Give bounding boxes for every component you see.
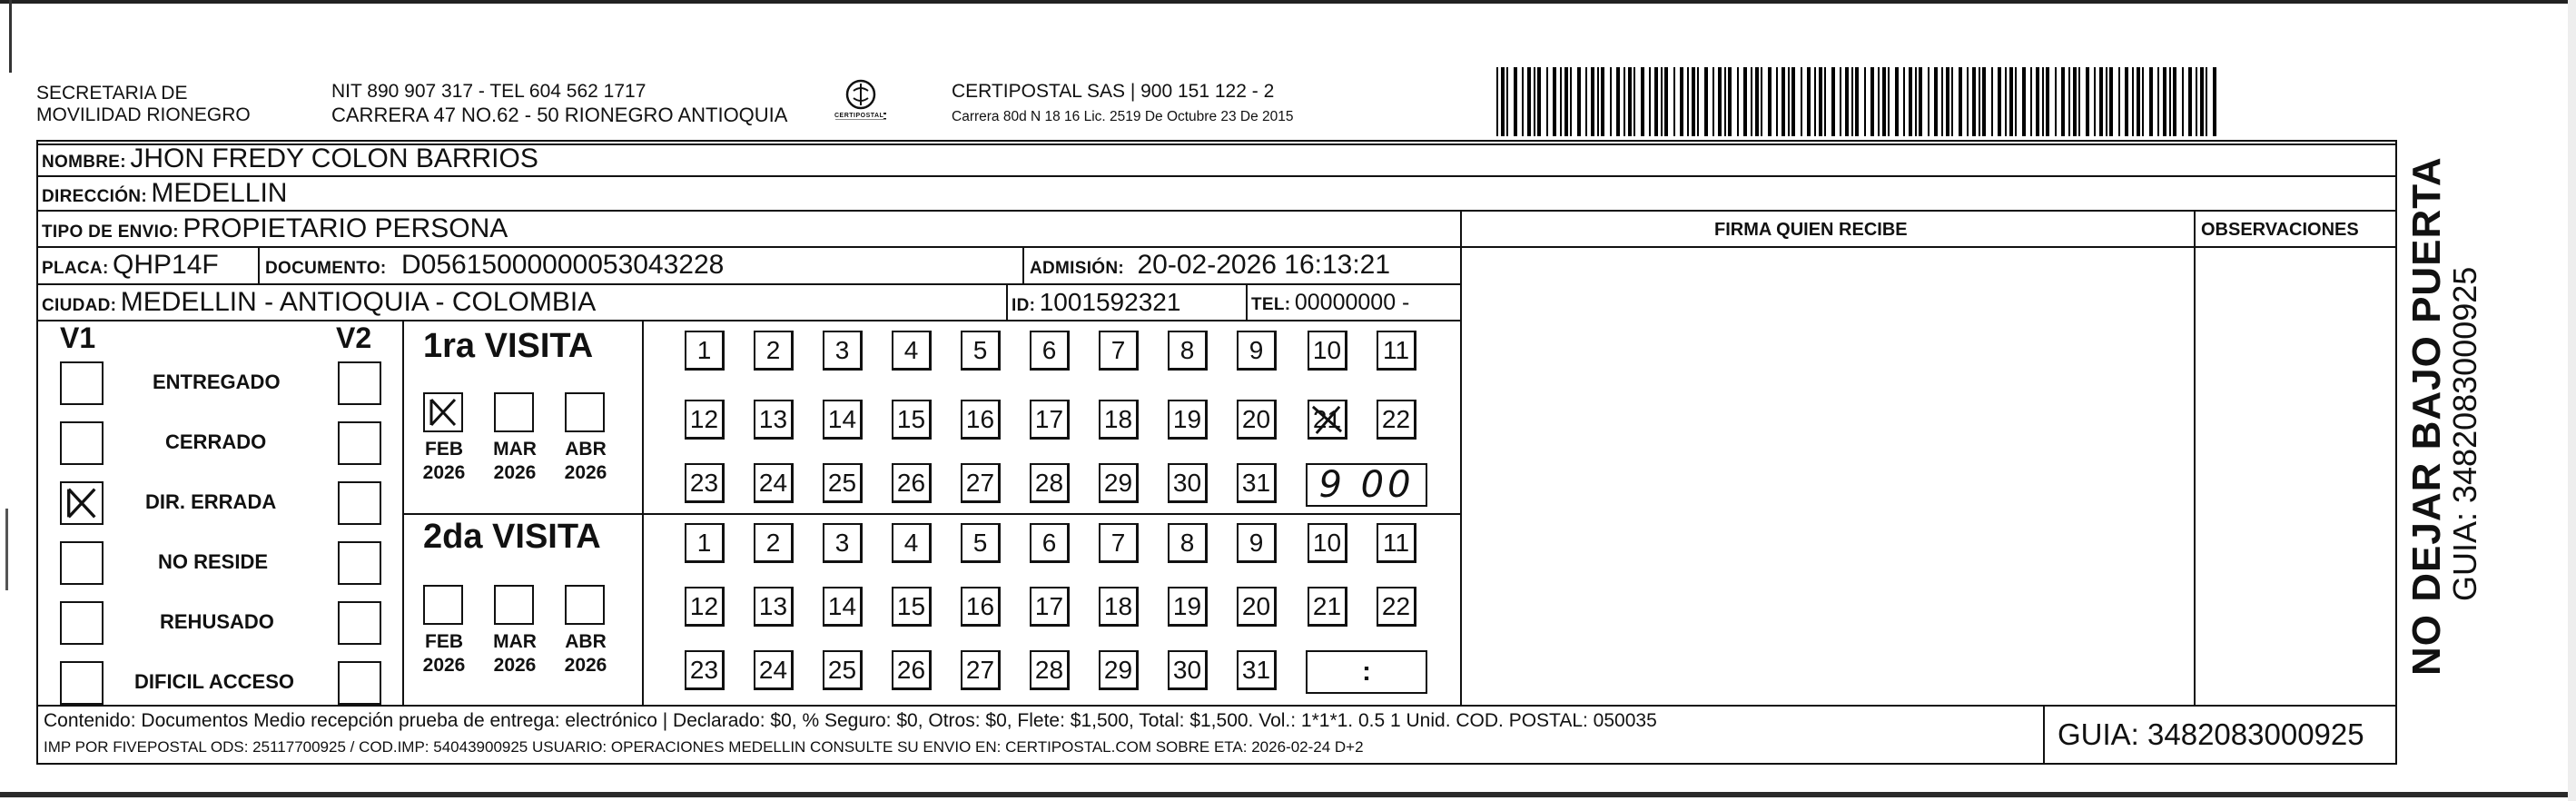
barcode-bar <box>2068 67 2070 136</box>
placa-value: QHP14F <box>113 250 219 280</box>
barcode-bar <box>1610 67 1612 136</box>
barcode-bar <box>2036 67 2039 136</box>
footer-line2: IMP POR FIVEPOSTAL ODS: 25117700925 / COD.IMP: 54043900925 USUARIO: OPERACIONES MEDELLIN CONSULTE SU ENVIO EN: CERTIPOSTAL.COM SOBRE ETA: 2026-02-24 D+2 <box>44 738 1364 756</box>
barcode-bar <box>2015 67 2017 136</box>
id-field <box>1012 287 1180 322</box>
barcode-bar <box>1814 67 1816 136</box>
barcode-bar <box>1624 67 1625 136</box>
divider-visit1-visit2 <box>402 513 1462 515</box>
day-box[interactable]: 8 <box>1168 331 1208 371</box>
barcode-bar <box>1941 67 1943 136</box>
day-box[interactable]: 26 <box>892 650 932 690</box>
barcode-bar <box>2009 67 2013 136</box>
row-line-direccion <box>36 210 2397 212</box>
day-box[interactable]: 20 <box>1237 587 1277 627</box>
barcode-bar <box>1991 67 1993 136</box>
v2-checkbox[interactable] <box>338 541 381 585</box>
direccion-field <box>42 178 287 213</box>
barcode-bar <box>1680 67 1683 136</box>
org-line1: SECRETARIA DE <box>36 83 188 104</box>
day-box[interactable]: 27 <box>961 463 1001 503</box>
barcode-bar <box>1597 67 1599 136</box>
day-box[interactable]: 27 <box>961 650 1001 690</box>
barcode-bar <box>1788 67 1790 136</box>
barcode-bar <box>1692 67 1695 136</box>
day-box[interactable]: 7 <box>1099 523 1139 563</box>
day-box[interactable]: 5 <box>961 523 1001 563</box>
check-mark <box>425 394 461 430</box>
day-box[interactable]: 29 <box>1099 650 1139 690</box>
barcode-bar <box>2078 67 2080 136</box>
scan-left-edge-mark <box>5 509 8 590</box>
day-box[interactable]: 18 <box>1099 400 1139 440</box>
month-name: FEB <box>425 439 463 460</box>
barcode-bar <box>2137 67 2140 136</box>
barcode-bar <box>1514 67 1517 136</box>
day-box[interactable]: 12 <box>685 400 725 440</box>
month-year: 2026 <box>422 462 466 483</box>
status-label: DIR. ERRADA <box>145 490 277 513</box>
month-name: ABR <box>565 439 607 460</box>
barcode-bar <box>1909 67 1912 136</box>
barcode-bar <box>1641 67 1644 136</box>
barcode-bar <box>1761 67 1762 136</box>
month-checkbox[interactable] <box>494 392 534 432</box>
barcode-bar <box>1728 67 1732 136</box>
day-box[interactable]: 1 <box>685 331 725 371</box>
barcode-bar <box>1855 67 1859 136</box>
month-checkbox[interactable] <box>423 585 463 625</box>
day-box[interactable]: 14 <box>823 400 863 440</box>
day-box[interactable]: 3 <box>823 523 863 563</box>
barcode-bar <box>1967 67 1969 136</box>
v2-checkbox[interactable] <box>338 421 381 465</box>
org-line2: MOVILIDAD RIONEGRO <box>36 104 251 125</box>
day-box[interactable]: 5 <box>961 331 1001 371</box>
day-box[interactable]: 13 <box>754 400 794 440</box>
barcode-bar <box>1982 67 1986 136</box>
barcode-bar <box>2163 67 2166 136</box>
company-line2: Carrera 80d N 18 16 Lic. 2519 De Octubre 23 De 2015 <box>952 109 1294 124</box>
tipo-value: PROPIETARIO PERSONA <box>183 213 508 243</box>
day-box[interactable]: 19 <box>1168 400 1208 440</box>
v2-checkbox[interactable] <box>338 661 381 705</box>
barcode-bar <box>1553 67 1556 136</box>
second-visit-time-box[interactable] <box>1306 650 1427 694</box>
status-label: CERRADO <box>165 430 267 453</box>
barcode-bar <box>1801 67 1802 136</box>
tel-field <box>1251 287 1409 321</box>
firma-header: FIRMA QUIEN RECIBE <box>1714 220 1908 240</box>
barcode-bar <box>2188 67 2192 136</box>
barcode-bar <box>1601 67 1604 136</box>
barcode-bar <box>2073 67 2077 136</box>
barcode-bar <box>1845 67 1849 136</box>
barcode-bar <box>1870 67 1874 136</box>
month-checkbox[interactable] <box>565 585 605 625</box>
first-visit-time-box[interactable] <box>1306 463 1427 507</box>
header-line-sign-obs <box>1460 246 2397 248</box>
tipo-field <box>42 213 508 249</box>
barcode-bar <box>1768 67 1772 136</box>
barcode-bar <box>1972 67 1976 136</box>
v1-checkbox[interactable] <box>60 601 104 645</box>
day-box[interactable]: 10 <box>1308 331 1347 371</box>
month-year: 2026 <box>564 462 607 483</box>
barcode-bar <box>2005 67 2007 136</box>
day-box[interactable]: 22 <box>1377 400 1416 440</box>
day-box[interactable]: 16 <box>961 587 1001 627</box>
day-box[interactable]: 28 <box>1030 463 1070 503</box>
day-box[interactable]: 19 <box>1168 587 1208 627</box>
barcode-bar <box>1903 67 1905 136</box>
barcode-bar <box>1915 67 1917 136</box>
observaciones-header: OBSERVACIONES <box>2201 220 2359 240</box>
footer-guia: GUIA: 3482083000925 <box>2058 717 2364 751</box>
day-box[interactable]: 10 <box>1308 523 1347 563</box>
ciudad-value: MEDELLIN - ANTIOQUIA - COLOMBIA <box>120 287 597 317</box>
barcode-bar <box>1527 67 1531 136</box>
company-line1: CERTIPOSTAL SAS | 900 151 122 - 2 <box>952 81 1275 102</box>
time-placeholder: : <box>1362 657 1371 687</box>
barcode-bar <box>1537 67 1541 136</box>
first-visit-title: 1ra VISITA <box>423 327 594 365</box>
month-name: ABR <box>565 631 607 652</box>
status-label: NO RESIDE <box>158 550 269 573</box>
month-name: MAR <box>493 631 537 652</box>
barcode-bar <box>1781 67 1785 136</box>
barcode-bar <box>1919 67 1922 136</box>
barcode-bar <box>2086 67 2089 136</box>
v1-checkbox[interactable] <box>60 481 104 525</box>
barcode-bar <box>1673 67 1675 136</box>
barcode-bar <box>1864 67 1866 136</box>
v1-checkbox[interactable] <box>60 361 104 405</box>
v2-label: V2 <box>336 321 372 354</box>
second-visit-title: 2da VISITA <box>423 518 601 556</box>
barcode-bar <box>1501 67 1505 136</box>
day-box[interactable]: 7 <box>1099 331 1139 371</box>
v2-checkbox[interactable] <box>338 361 381 405</box>
barcode-bar <box>2200 67 2204 136</box>
tel-value: 00000000 - <box>1294 290 1410 315</box>
tel-label: TEL: <box>1251 295 1291 314</box>
barcode-bar <box>1888 67 1890 136</box>
documento-value: D05615000000053043228 <box>401 250 725 280</box>
barcode-bar <box>1882 67 1886 136</box>
barcode-bar <box>2106 67 2107 136</box>
documento-label: DOCUMENTO: <box>265 259 387 278</box>
nit-line1: NIT 890 907 317 - TEL 604 562 1717 <box>331 81 646 102</box>
barcode-bar <box>2142 67 2144 136</box>
barcode-bar <box>1743 67 1747 136</box>
barcode-bar <box>1751 67 1752 136</box>
day-box[interactable]: 28 <box>1030 650 1070 690</box>
day-box[interactable]: 31 <box>1237 463 1277 503</box>
barcode-bar <box>2213 67 2216 136</box>
day-box[interactable]: 23 <box>685 463 725 503</box>
month-checkbox[interactable] <box>565 392 605 432</box>
divider-visit-days <box>642 320 644 705</box>
month-name: FEB <box>425 631 463 652</box>
day-box[interactable]: 4 <box>892 331 932 371</box>
barcode <box>1496 67 2221 136</box>
barcode-bar <box>1570 67 1572 136</box>
day-box[interactable]: 11 <box>1377 331 1416 371</box>
scan-left-edge-mark <box>9 0 12 73</box>
barcode-bar <box>1661 67 1663 136</box>
tipo-label: TIPO DE ENVIO: <box>42 222 179 242</box>
day-box[interactable]: 31 <box>1237 650 1277 690</box>
nombre-field <box>42 143 538 179</box>
day-box[interactable]: 13 <box>754 587 794 627</box>
barcode-bar <box>1737 67 1739 136</box>
barcode-bar <box>1928 67 1930 136</box>
barcode-bar <box>1577 67 1581 136</box>
barcode-bar <box>1718 67 1722 136</box>
month-year: 2026 <box>564 655 607 676</box>
day-box[interactable]: 12 <box>685 587 725 627</box>
nombre-label: NOMBRE: <box>42 153 126 172</box>
barcode-bar <box>1979 67 1980 136</box>
day-box[interactable]: 25 <box>823 650 863 690</box>
barcode-bar <box>2173 67 2176 136</box>
check-mark <box>62 483 102 523</box>
nit-line2: CARRERA 47 NO.62 - 50 RIONEGRO ANTIOQUIA <box>331 104 788 126</box>
side-guia: GUIA: 3482083000925 <box>2446 266 2483 601</box>
day-box[interactable]: 22 <box>1377 587 1416 627</box>
day-box[interactable]: 26 <box>892 463 932 503</box>
v2-checkbox[interactable] <box>338 601 381 645</box>
side-warning: NO DEJAR BAJO PUERTA <box>2404 156 2449 676</box>
barcode-bar <box>1776 67 1778 136</box>
barcode-bar <box>1591 67 1594 136</box>
admision-label: ADMISIÓN: <box>1030 259 1125 278</box>
barcode-bar <box>2109 67 2113 136</box>
barcode-bar <box>2099 67 2103 136</box>
handwritten-time: 9 00 <box>1318 464 1415 506</box>
barcode-bar <box>2196 67 2197 136</box>
day-box[interactable]: 15 <box>892 400 932 440</box>
divider-v2-visit <box>402 320 404 705</box>
day-box[interactable]: 14 <box>823 587 863 627</box>
barcode-bar <box>2046 67 2049 136</box>
ciudad-field <box>42 287 596 322</box>
id-label: ID: <box>1012 296 1036 315</box>
divider-footer-guia <box>2043 705 2045 765</box>
day-box[interactable]: 24 <box>754 650 794 690</box>
day-box[interactable]: 2 <box>754 523 794 563</box>
barcode-bar <box>2042 67 2044 136</box>
day-box[interactable]: 6 <box>1030 331 1070 371</box>
day-box[interactable]: 23 <box>685 650 725 690</box>
month-checkbox[interactable] <box>423 392 463 432</box>
barcode-bar <box>1496 67 1498 136</box>
barcode-bar <box>1585 67 1587 136</box>
documento-field <box>265 250 724 285</box>
barcode-bar <box>2132 67 2134 136</box>
barcode-bar <box>2030 67 2032 136</box>
nombre-value: JHON FREDY COLON BARRIOS <box>130 143 538 173</box>
day-box[interactable]: 18 <box>1099 587 1139 627</box>
footer-line1: Contenido: Documentos Medio recepción prueba de entrega: electrónico | Declarado: $0, % Seguro: $0, Otros: $0, Flete: $1,500, Total: $1,500. Vol.: 1*1*1. 0.5 1 Unid. COD. POSTAL: 050035 <box>44 710 1657 731</box>
day-box[interactable]: 21 <box>1308 587 1347 627</box>
day-box[interactable]: 9 <box>1237 523 1277 563</box>
day-box[interactable]: 16 <box>961 400 1001 440</box>
placa-label: PLACA: <box>42 259 109 278</box>
barcode-bar <box>1687 67 1689 136</box>
barcode-bar <box>1628 67 1632 136</box>
barcode-bar <box>1704 67 1708 136</box>
day-box[interactable]: 29 <box>1099 463 1139 503</box>
v1-checkbox[interactable] <box>60 661 104 705</box>
divider-observaciones-col <box>2194 210 2196 706</box>
barcode-bar <box>2061 67 2065 136</box>
day-box[interactable]: 30 <box>1168 650 1208 690</box>
day-box[interactable]: 2 <box>754 331 794 371</box>
barcode-bar <box>2125 67 2128 136</box>
logo-caption: CERTIPOSTAL <box>834 113 884 119</box>
barcode-bar <box>1824 67 1826 136</box>
day-box[interactable]: 1 <box>685 523 725 563</box>
day-box[interactable]: 3 <box>823 331 863 371</box>
barcode-bar <box>1807 67 1811 136</box>
barcode-bar <box>1697 67 1699 136</box>
barcode-bar <box>1616 67 1620 136</box>
scan-top-edge <box>0 0 2576 4</box>
admision-field <box>1030 250 1390 285</box>
barcode-bar <box>2022 67 2026 136</box>
barcode-bar <box>1712 67 1714 136</box>
divider-documento-admision <box>1022 246 1024 283</box>
day-box[interactable]: 8 <box>1168 523 1208 563</box>
barcode-bar <box>1654 67 1658 136</box>
barcode-bar <box>1998 67 2001 136</box>
status-label: DIFICIL ACCESO <box>134 670 295 693</box>
barcode-bar <box>1546 67 1548 136</box>
day-box[interactable]: 20 <box>1237 400 1277 440</box>
barcode-bar <box>1851 67 1853 136</box>
day-box[interactable]: 9 <box>1237 331 1277 371</box>
barcode-bar <box>2149 67 2153 136</box>
placa-field <box>42 250 219 285</box>
barcode-bar <box>1506 67 1508 136</box>
divider-placa-documento <box>258 246 260 283</box>
direccion-label: DIRECCIÓN: <box>42 187 147 206</box>
admision-value: 20-02-2026 16:13:21 <box>1137 250 1391 280</box>
barcode-bar <box>1560 67 1562 136</box>
day-box[interactable]: 21 <box>1308 400 1347 440</box>
day-check-mark <box>1309 401 1345 437</box>
barcode-bar <box>1878 67 1880 136</box>
barcode-bar <box>1959 67 1962 136</box>
barcode-bar <box>1946 67 1949 136</box>
barcode-bar <box>1755 67 1759 136</box>
barcode-bar <box>1724 67 1726 136</box>
barcode-bar <box>2182 67 2184 136</box>
day-box[interactable]: 11 <box>1377 523 1416 563</box>
ciudad-label: CIUDAD: <box>42 296 117 315</box>
barcode-bar <box>1649 67 1651 136</box>
v1-label: V1 <box>60 321 96 354</box>
barcode-bar <box>1840 67 1841 136</box>
barcode-bar <box>1564 67 1568 136</box>
v2-checkbox[interactable] <box>338 481 381 525</box>
v1-checkbox[interactable] <box>60 421 104 465</box>
status-label: ENTREGADO <box>153 371 281 393</box>
day-box[interactable]: 15 <box>892 587 932 627</box>
day-box[interactable]: 30 <box>1168 463 1208 503</box>
barcode-bar <box>2055 67 2057 136</box>
barcode-bar <box>2094 67 2096 136</box>
barcode-bar <box>1791 67 1795 136</box>
month-checkbox[interactable] <box>494 585 534 625</box>
id-value: 1001592321 <box>1039 288 1181 316</box>
barcode-bar <box>2169 67 2171 136</box>
divider-ciudad-id <box>1006 283 1008 320</box>
divider-signature-col <box>1460 210 1462 706</box>
barcode-bar <box>1831 67 1835 136</box>
barcode-bar <box>1934 67 1938 136</box>
barcode-bar <box>1534 67 1535 136</box>
status-label: REHUSADO <box>160 610 274 633</box>
barcode-bar <box>1633 67 1635 136</box>
month-year: 2026 <box>422 655 466 676</box>
barcode-bar <box>1819 67 1822 136</box>
scan-bottom-edge <box>0 792 2576 797</box>
month-year: 2026 <box>493 462 537 483</box>
barcode-bar <box>2118 67 2120 136</box>
barcode-bar <box>2157 67 2159 136</box>
day-box[interactable]: 17 <box>1030 400 1070 440</box>
day-box[interactable]: 25 <box>823 463 863 503</box>
month-name: MAR <box>493 439 537 460</box>
barcode-bar <box>1951 67 1953 136</box>
barcode-bar <box>1522 67 1524 136</box>
day-box[interactable]: 24 <box>754 463 794 503</box>
day-box[interactable]: 4 <box>892 523 932 563</box>
direccion-value: MEDELLIN <box>151 178 288 208</box>
barcode-bar <box>1664 67 1668 136</box>
barcode-bar <box>1895 67 1899 136</box>
scan-right-edge <box>2568 0 2576 801</box>
v1-checkbox[interactable] <box>60 541 104 585</box>
day-box[interactable]: 17 <box>1030 587 1070 627</box>
divider-id-tel <box>1246 283 1248 320</box>
day-box[interactable]: 6 <box>1030 523 1070 563</box>
barcode-bar <box>2206 67 2207 136</box>
month-year: 2026 <box>493 655 537 676</box>
